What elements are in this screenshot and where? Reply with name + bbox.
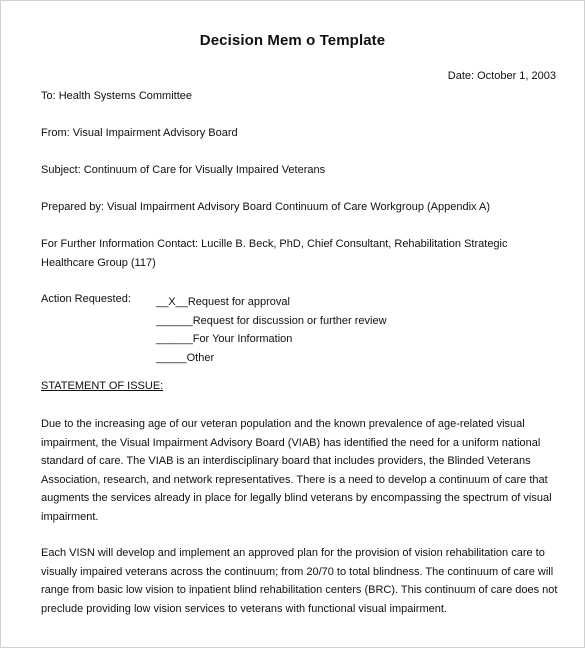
memo-date: Date: October 1, 2003 [447, 70, 556, 82]
body-paragraph: Each VISN will develop and implement an approved plan for the provision of vision rehabilitation care to visually impaired veterans across the continuum; from 20/70 to total blindness. The continuum of care will range from basic low vision to inpatient blind rehabilitation centers (BRC). This continuum of care does not preclude providing low vision services to veterans with functional visual impairment. [41, 547, 558, 615]
action-requested-label: Action Requested: [41, 293, 131, 305]
action-option-discussion [156, 312, 387, 331]
action-option-fyi [156, 330, 387, 349]
action-option-label: Request for discussion or further review [192, 314, 387, 327]
body-paragraph: Due to the increasing age of our veteran population and the known prevalence of age-related visual impairment, the Visual Impairment Advisory Board (VIAB) has identified the need for a uniform national standard of care. The VIAB is an interdisciplinary board that includes providers, the Blinded Veterans Association, research, and network representatives. There is a need to develop a continuum of care that augments the services already in place for legally blind veterans by encompassing the spectrum of visual impairment. [41, 418, 552, 523]
memo-subject: Subject: Continuum of Care for Visually Impaired Veterans [41, 164, 326, 176]
action-option-label: For Your Information [192, 333, 293, 346]
action-option-approval [156, 293, 387, 312]
action-mark: ______ [156, 314, 193, 327]
action-mark: __X__ [156, 296, 188, 308]
action-mark: ______ [156, 333, 193, 346]
action-requested-list [156, 293, 387, 367]
memo-to: To: Health Systems Committee [41, 90, 192, 102]
action-option-other [156, 349, 387, 368]
memo-prepared-by: Prepared by: Visual Impairment Advisory Board Continuum of Care Workgroup (Appendix A) [41, 201, 490, 213]
memo-contact: For Further Information Contact: Lucille B. Beck, PhD, Chief Consultant, Rehabilitation Strategic Healthcare Group (117) [41, 238, 508, 269]
action-option-label: Request for approval [187, 296, 290, 308]
section-heading-statement-of-issue: STATEMENT OF ISSUE: [41, 380, 164, 392]
action-mark: _____ [156, 351, 187, 364]
memo-from: From: Visual Impairment Advisory Board [41, 127, 238, 139]
action-option-label: Other [186, 351, 215, 364]
document-title: Decision Mem o Template [199, 32, 386, 49]
